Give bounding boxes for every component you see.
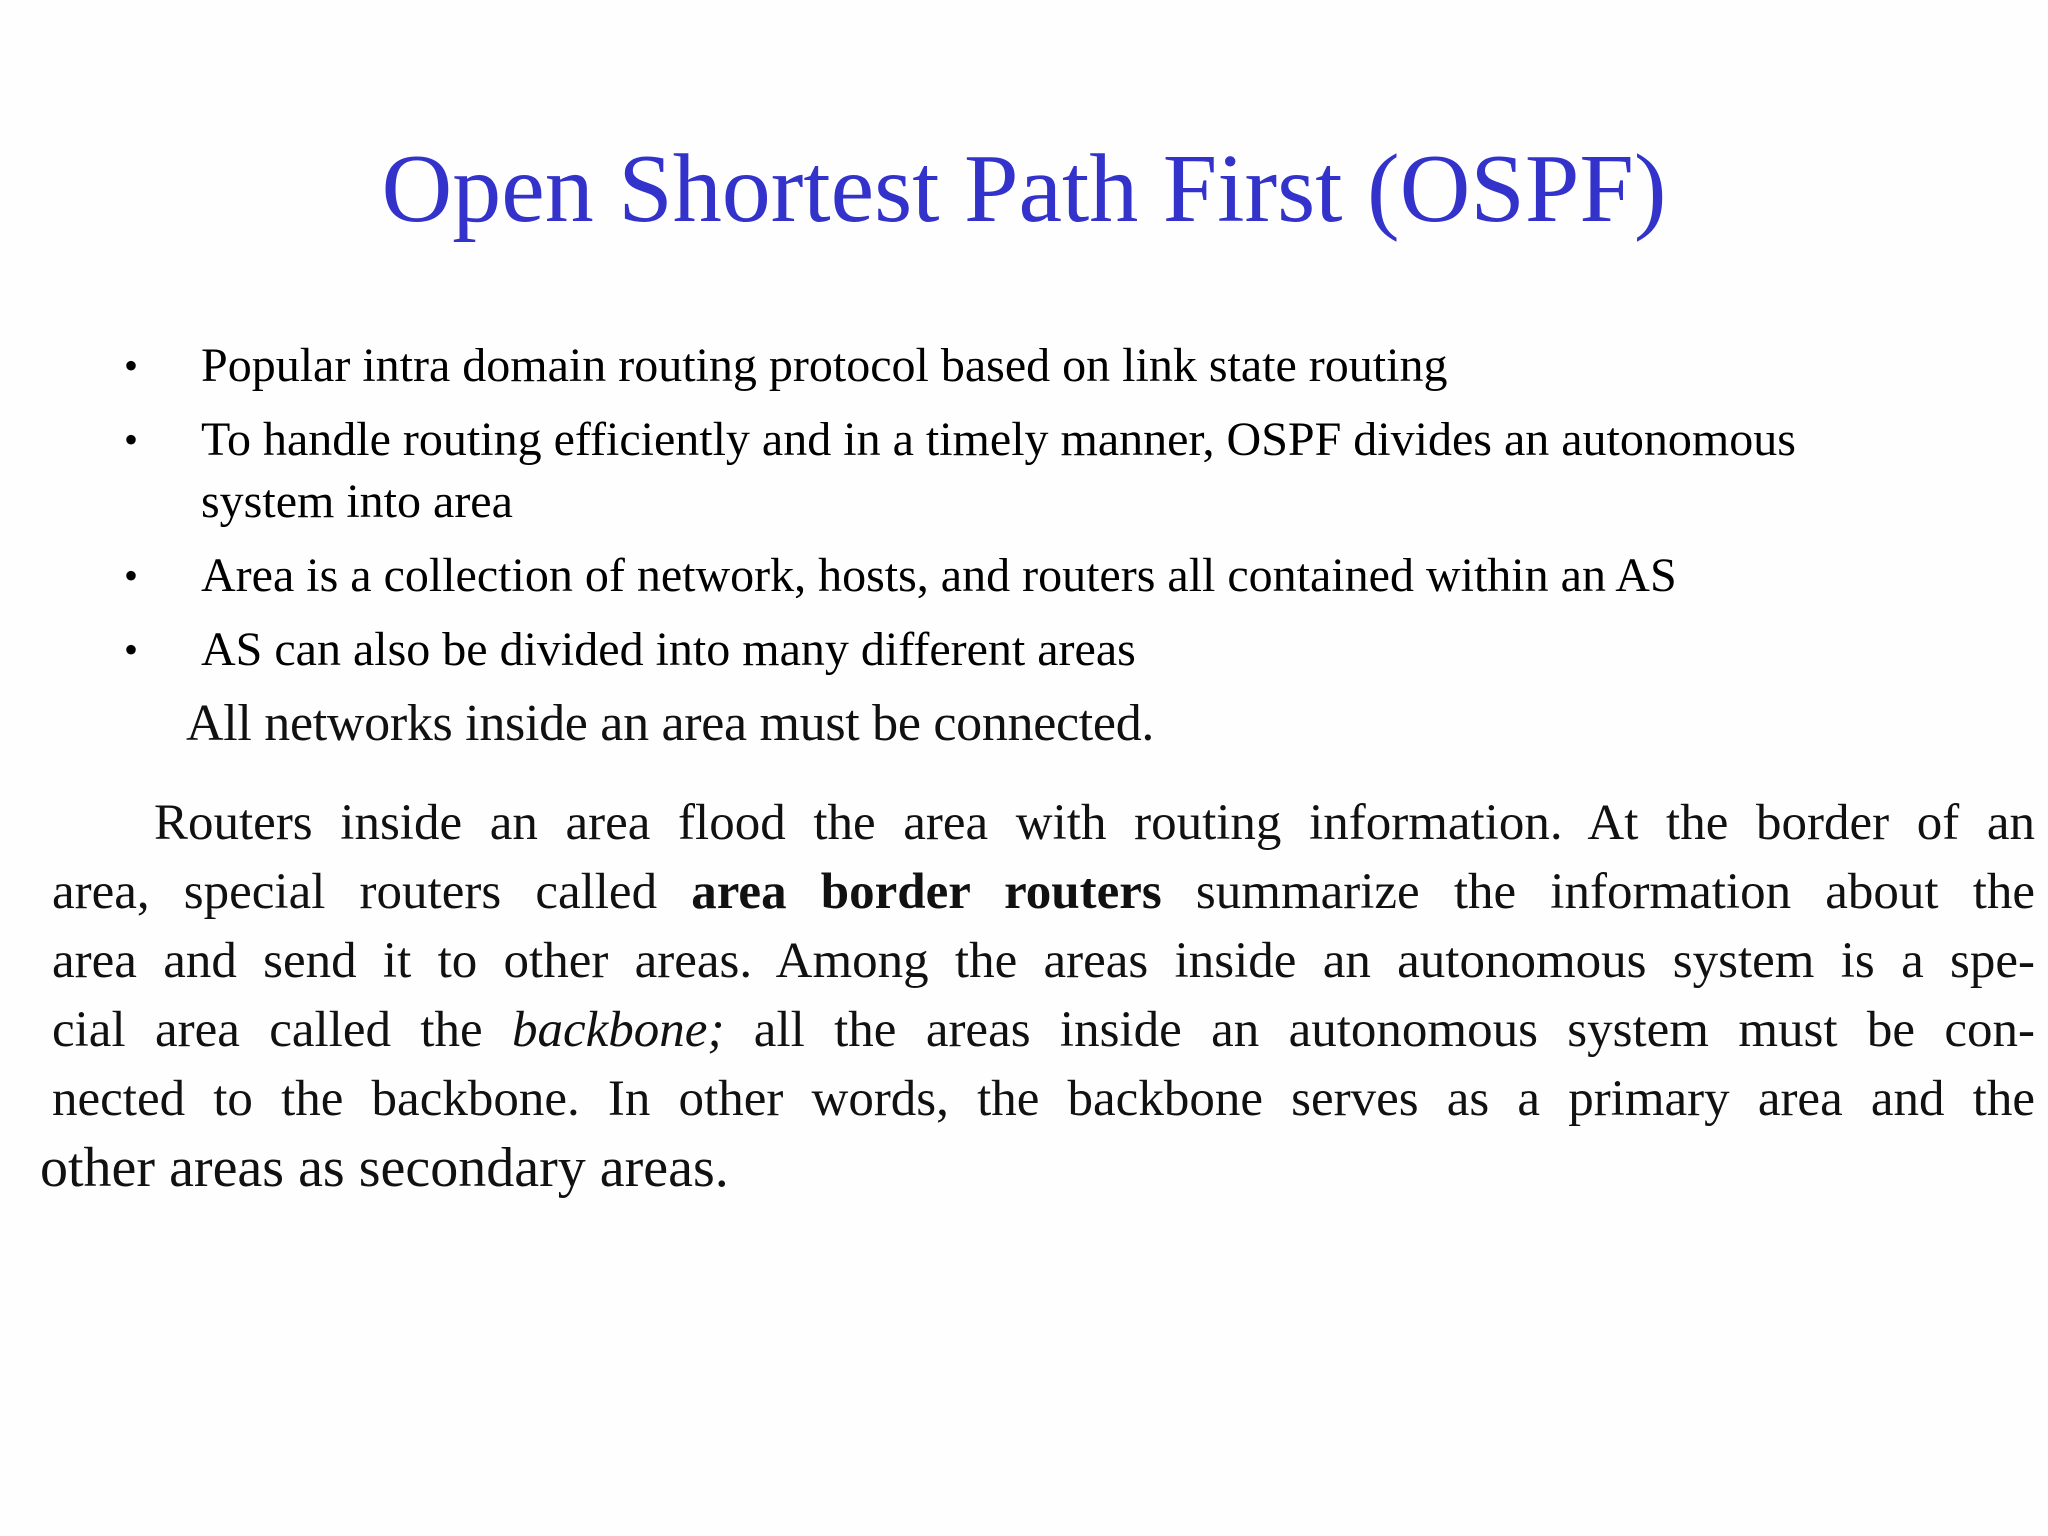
excerpt-text: all the areas inside an autonomous system must be con-	[724, 1002, 2035, 1058]
excerpt-line	[40, 858, 2035, 927]
excerpt-italic-term: backbone;	[512, 1002, 725, 1058]
excerpt-line: Routers inside an area flood the area with routing information. At the border of an	[154, 795, 2035, 851]
bullet-list	[120, 335, 1970, 693]
excerpt-text: cial area called the	[52, 1002, 513, 1058]
bullet-item	[120, 619, 1970, 681]
bullet-text: To handle routing efficiently and in a timely manner, OSPF divides an autonomous	[201, 413, 1796, 466]
bullet-icon: •	[124, 343, 139, 388]
bullet-text-continuation: system into area	[201, 475, 513, 528]
bullet-item	[120, 335, 1970, 397]
excerpt-paragraph	[40, 789, 2035, 1203]
bullet-icon: •	[124, 553, 139, 598]
excerpt-line	[40, 996, 2035, 1065]
excerpt-line: other areas as secondary areas.	[40, 1137, 729, 1199]
excerpt-bold-term: area border routers	[691, 864, 1162, 920]
bullet-text: Area is a collection of network, hosts, and routers all contained within an AS	[201, 549, 1677, 602]
bullet-item	[120, 409, 1970, 533]
excerpt-line: area and send it to other areas. Among the areas inside an autonomous system is a spe-	[52, 933, 2035, 989]
excerpt-line: nected to the backbone. In other words, the backbone serves as a primary area and the	[52, 1071, 2035, 1127]
bullet-icon: •	[124, 417, 139, 462]
excerpt-heading: All networks inside an area must be connected.	[186, 695, 1155, 752]
bullet-icon: •	[124, 627, 139, 672]
excerpt-text: area, special routers called	[52, 864, 692, 920]
bullet-text: AS can also be divided into many different areas	[201, 623, 1136, 676]
slide-title: Open Shortest Path First (OSPF)	[381, 135, 1667, 243]
bullet-text: Popular intra domain routing protocol based on link state routing	[201, 339, 1448, 392]
bullet-item	[120, 545, 1970, 607]
excerpt-text: summarize the information about the	[1161, 864, 2035, 920]
